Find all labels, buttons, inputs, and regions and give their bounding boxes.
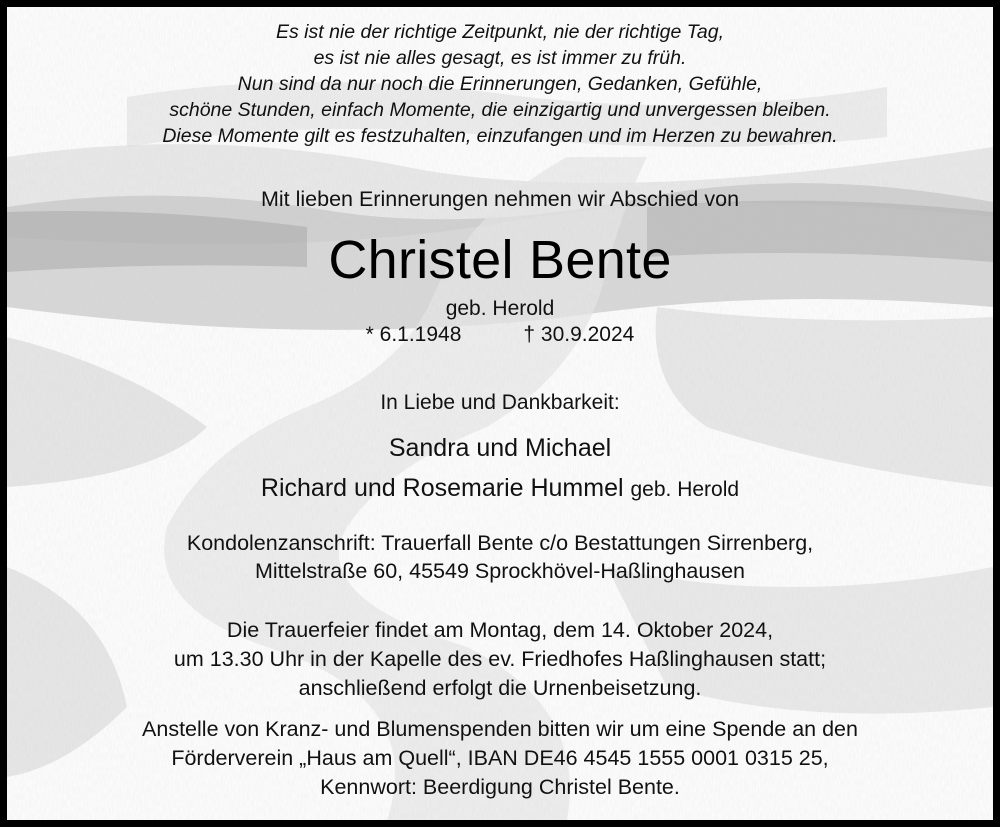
ceremony-line: Die Trauerfeier findet am Montag, dem 14. Oktober 2024,: [226, 618, 774, 642]
poem: [7, 19, 993, 149]
poem-line: schöne Stunden, einfach Momente, die einzigartig und unvergessen bleiben.: [169, 99, 831, 121]
notice-text: [7, 7, 993, 820]
family-line-2-main: Richard und Rosemarie Hummel: [260, 474, 624, 502]
deceased-name: Christel Bente: [328, 230, 672, 290]
family-line-1: Sandra und Michael: [388, 434, 612, 462]
poem-line: es ist nie alles gesagt, es ist immer zu früh.: [313, 47, 687, 69]
maiden-name: geb. Herold: [445, 297, 555, 320]
farewell-intro: Mit lieben Erinnerungen nehmen wir Abschied von: [260, 187, 740, 211]
ceremony-line: um 13.30 Uhr in der Kapelle des ev. Friedhofes Haßlinghausen statt;: [173, 647, 827, 671]
donation-line: Anstelle von Kranz- und Blumenspenden bitten wir um eine Spende an den: [142, 717, 858, 741]
poem-line: Nun sind da nur noch die Erinnerungen, Gedanken, Gefühle,: [237, 73, 763, 95]
donation-line: Förderverein „Haus am Quell“, IBAN DE46 4545 1555 0001 0315 25,: [171, 746, 829, 770]
birth-date: * 6.1.1948: [365, 323, 462, 346]
ceremony-line: anschließend erfolgt die Urnenbeisetzung.: [298, 676, 702, 700]
gratitude-line: In Liebe und Dankbarkeit:: [380, 391, 620, 414]
life-dates: [7, 323, 993, 347]
family-line-2: [7, 474, 993, 503]
condolence-address-line: Kondolenzanschrift: Trauerfall Bente c/o Bestattungen Sirrenberg,: [186, 531, 814, 555]
death-date: † 30.9.2024: [523, 323, 635, 346]
donation-line: Kennwort: Beerdigung Christel Bente.: [320, 775, 680, 799]
family-line-2-suffix: geb. Herold: [630, 478, 740, 501]
condolence-address-line: Mittelstraße 60, 45549 Sprockhövel-Haßlinghausen: [255, 559, 745, 583]
poem-line: Diese Momente gilt es festzuhalten, einzufangen und im Herzen zu bewahren.: [162, 125, 838, 147]
poem-line: Es ist nie der richtige Zeitpunkt, nie der richtige Tag,: [275, 21, 724, 43]
